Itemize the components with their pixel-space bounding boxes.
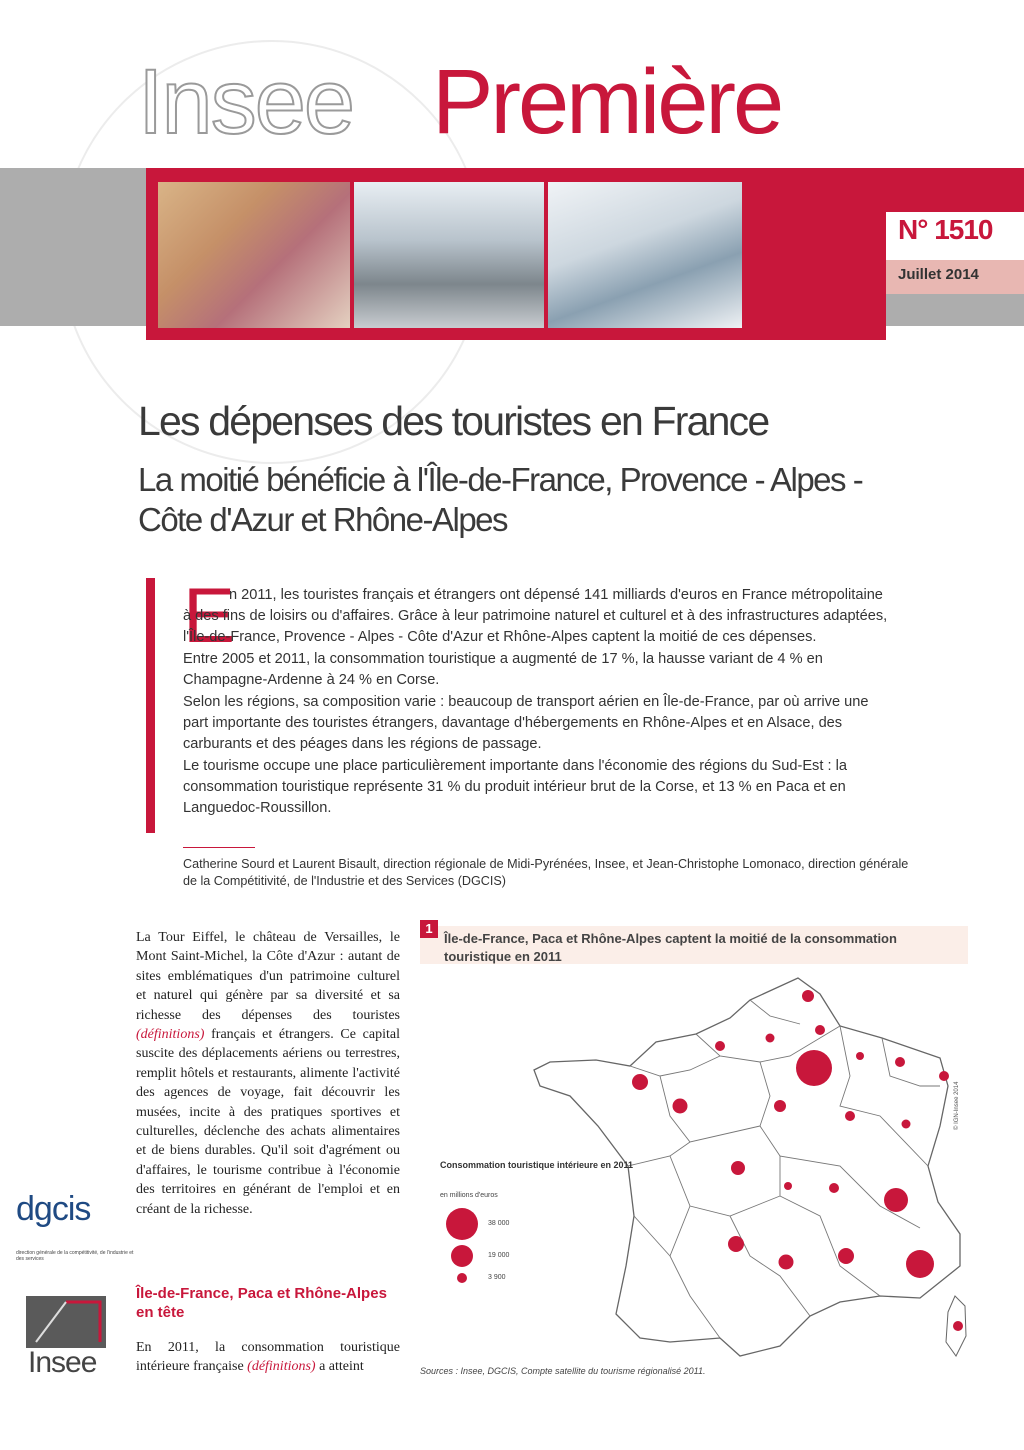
insee-logo-graphic [26,1296,106,1353]
legend-unit: en millions d'euros [440,1192,498,1199]
body-text: français et étrangers. Ce capital suscite des déplacements aériens ou terrestres, remplit hôtels et restaurants, alimente l'activité des agences de voyage, fait découvrir les musées, incite à des pratiques sportives et culturelles, déclenche des achats alimentaires et de biens durables. Qu'il soit d'agrément ou d'affaires, le tourisme contribue à l'économie des territoires en générant de l'emploi et en créant de la richesse. [136,1027,400,1217]
bubble-basse-normandie [715,1041,725,1051]
bubble-centre [774,1100,786,1112]
legend-value: 38 000 [488,1220,510,1227]
legend-circle-large [446,1208,478,1240]
bubble-auvergne [829,1183,839,1193]
body-paragraph [136,928,400,1219]
bubble-pays-de-la-loire [673,1099,688,1114]
header-accent [886,168,1024,212]
body-text: En 2011, la consommation touristique intérieure française [136,1340,400,1375]
insee-logo: Insee [28,1346,97,1379]
lead-summary [183,585,888,820]
body-text: a atteint [315,1359,364,1375]
brand-premiere: Première [432,51,782,153]
legend-circle-small [457,1273,467,1283]
lead-paragraph: Selon les régions, sa composition varie : beaucoup de transport aérien en Île-de-France, par où arrive une part importante des touristes étrangers, davantage d'hébergements en Rhône-Alpes et en Alsace, des carburants et des péages dans les régions de passage. [183,694,869,752]
bubble-limousin [784,1182,792,1190]
bubble-languedoc [838,1248,854,1264]
legend-value: 3 900 [488,1274,506,1281]
bubble-nord [802,990,814,1002]
dgcis-logo: dgcis [16,1190,91,1228]
dropcap: E [183,571,236,659]
body-paragraph [136,1338,400,1377]
bubble-lorraine [895,1057,905,1067]
bubble-aquitaine [728,1236,744,1252]
issue-number: N° 1510 [898,214,993,245]
photo-children [158,182,350,328]
definitions-link[interactable]: (définitions) [136,1027,205,1043]
figure-sources: Sources : Insee, DGCIS, Compte satellite du tourisme régionalisé 2011. [420,1366,706,1376]
bubble-champagne [856,1052,864,1060]
brand-insee: Insee [138,51,354,153]
bubble-corse [953,1321,963,1331]
legend-title: Consommation touristique intérieure en 2011 [440,1160,634,1170]
body-text: La Tour Eiffel, le château de Versailles, le Mont Saint-Michel, la Côte d'Azur : autant de sites emblématiques d'un patrimoine culturel et naturel qui génère par sa diversité et sa richesse des dépenses des touristes [136,930,400,1023]
bubble-bretagne [632,1074,648,1090]
bubble-paca [906,1250,934,1278]
author-divider [183,847,255,848]
authors: Catherine Sourd et Laurent Bisault, direction régionale de Midi-Pyrénées, Insee, et Jean-Christophe Lomonaco, direction générale de la Compétitivité, de l'Industrie et des Services (DGCIS) [183,857,909,888]
photo-meeting [548,182,742,328]
map-credit: © IGN-Insee 2014 [954,1081,960,1130]
bubble-franche-comte [902,1120,911,1129]
figure-title: Île-de-France, Paca et Rhône-Alpes captent la moitié de la consommation touristique en 2011 [444,931,897,964]
bubble-bourgogne [845,1111,855,1121]
figure-number: 1 [420,920,438,938]
legend-value: 19 000 [488,1252,510,1259]
lead-paragraph: n 2011, les touristes français et étrangers ont dépensé 141 milliards d'euros en France métropolitaine à des fins de loisirs ou d'affaires. Grâce à leur patrimoine naturel et culturel et à des infrastructures adaptées, l'Île-de-France, Provence - Alpes - Côte d'Azur et Rhône-Alpes captent la moitié de ces dépenses. [183,587,888,645]
page-title: Les dépenses des touristes en France [138,398,769,444]
bubble-picardie [815,1025,825,1035]
legend-circle-medium [451,1245,473,1267]
bubble-haute-normandie [766,1034,775,1043]
bubble-midi-pyrenees [779,1255,794,1270]
page-subtitle: La moitié bénéficie à l'Île-de-France, Provence - Alpes - Côte d'Azur et Rhône-Alpes [138,461,863,538]
bubble-ile-de-france [796,1050,832,1086]
bubble-poitou-charentes [731,1161,745,1175]
issue-date: Juillet 2014 [898,266,979,283]
lead-paragraph: Le tourisme occupe une place particulièrement importante dans l'économie des régions du Sud-Est : la consommation touristique représente 31 % du produit intérieur brut de la Corse, et 13 % en Paca et en Languedoc-Roussillon. [183,758,847,816]
definitions-link[interactable]: (définitions) [247,1359,316,1375]
lead-bar [146,578,155,833]
photo-station [354,182,544,328]
section-heading: Île-de-France, Paca et Rhône-Alpes en tête [136,1285,387,1321]
bubble-alsace [939,1071,949,1081]
bubble-rhone-alpes [884,1188,908,1212]
lead-paragraph: Entre 2005 et 2011, la consommation touristique a augmenté de 17 %, la hausse variant de 4 % en Champagne-Ardenne à 24 % en Corse. [183,651,823,688]
dgcis-logo-subtitle: direction générale de la compétitivité, de l'industrie et des services [16,1250,134,1262]
